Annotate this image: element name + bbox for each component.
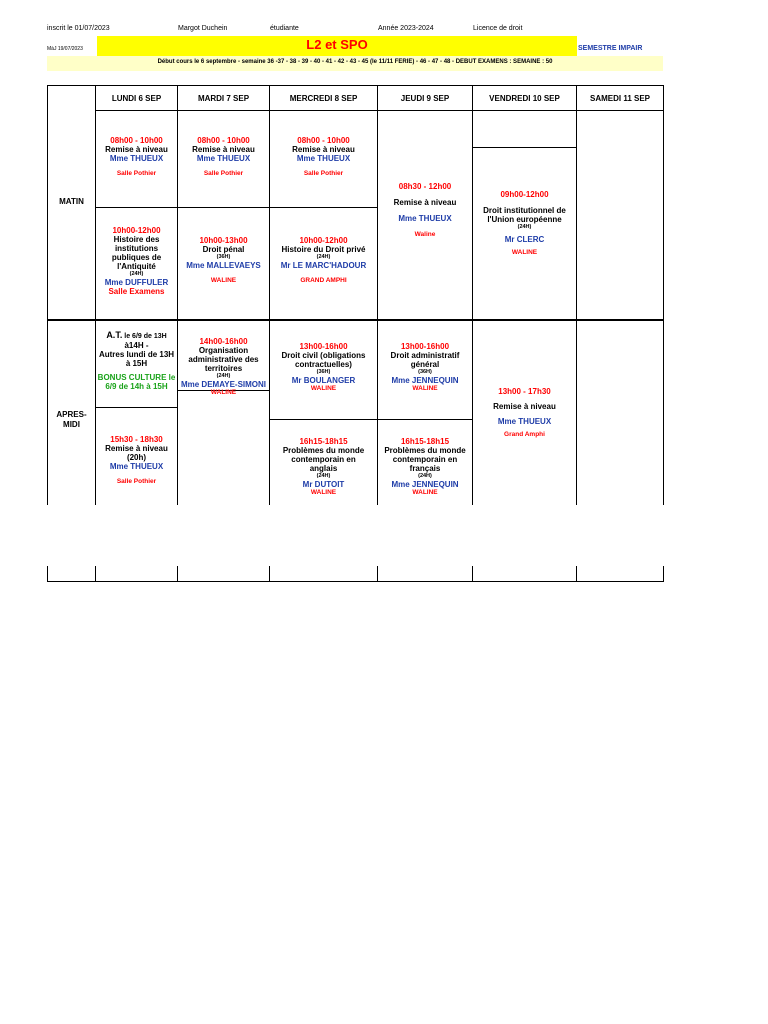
- course-cell: 16h15-18h15 Problèmes du monde contemporain en français (24H) Mme JENNEQUIN WALINE: [384, 437, 466, 496]
- page-title: L2 et SPO: [306, 37, 368, 52]
- course-cell: 13h00-16h00 Droit civil (obligations contractuelles) (36H) Mr BOULANGER WALINE: [281, 342, 366, 392]
- course-cell: 16h15-18h15 Problèmes du monde contemporain en anglais (24H) Mr DUTOIT WALINE: [282, 437, 365, 496]
- day-header-wednesday: MERCREDI 8 SEP: [289, 93, 358, 103]
- day-header-monday: LUNDI 6 SEP: [111, 93, 162, 103]
- course-cell: 14h00-16h00 Organisation administrative des territoires (24H) Mme DEMAYE-SIMONI WALINE: [180, 337, 267, 396]
- course-cell: 13h00-16h00 Droit administratif général (36H) Mme JENNEQUIN WALINE: [390, 342, 460, 392]
- day-header-saturday: SAMEDI 11 SEP: [589, 93, 651, 103]
- course-cell: A.T. le 6/9 de 13H à14H - Autres lundi de 13H à 15H BONUS CULTURE le 6/9 de 14h à 15H: [97, 330, 176, 391]
- student-status: étudiante: [270, 25, 299, 32]
- course-cell: 10h00-13h00 Droit pénal (36H) Mme MALLEVAEYS WALINE: [186, 236, 261, 284]
- row-label-apres-midi: APRES- MIDI: [56, 410, 87, 429]
- semester-label: SEMESTRE IMPAIR: [578, 45, 643, 52]
- schedule-info: Début cours le 6 septembre - semaine 36 -37 - 38 - 39 - 40 - 41 - 42 - 43 - 45 (le 11/11 FERIE) - 46 - 47 - 48 - DEBUT EXAMENS : SEMAINE : 50: [157, 59, 553, 65]
- course-cell: 10h00-12h00 Histoire des institutions publiques de l'Antiquité (24H) Mme DUFFULER Salle Examens: [104, 226, 169, 296]
- course-cell: 09h00-12h00 Droit institutionnel de l'Union européenne (24H) Mr CLERC WALINE: [483, 190, 566, 256]
- course-cell: 15h30 - 18h30 Remise à niveau (20h) Mme THUEUX Salle Pothier: [105, 435, 168, 485]
- program-name: Licence de droit: [473, 25, 523, 32]
- academic-year: Année 2023-2024: [378, 25, 434, 32]
- update-date: MàJ 19/07/2023: [47, 46, 83, 52]
- day-header-tuesday: MARDI 7 SEP: [197, 93, 250, 103]
- course-cell: 13h00 - 17h30 Remise à niveau Mme THUEUX Grand Amphi: [493, 387, 556, 438]
- student-name: Margot Duchein: [178, 25, 228, 32]
- day-header-thursday: JEUDI 9 SEP: [400, 93, 450, 103]
- course-cell: 10h00-12h00 Histoire du Droit privé (24H) Mr LE MARC'HADOUR GRAND AMPHI: [280, 236, 367, 284]
- course-cell: 08h00 - 10h00 Remise à niveau Mme THUEUX Salle Pothier: [192, 136, 255, 177]
- inscription-date: inscrit le 01/07/2023: [47, 25, 110, 32]
- row-label-matin: MATIN: [59, 197, 84, 206]
- course-cell: 08h00 - 10h00 Remise à niveau Mme THUEUX Salle Pothier: [105, 136, 168, 177]
- course-cell: 08h00 - 10h00 Remise à niveau Mme THUEUX Salle Pothier: [292, 136, 355, 177]
- day-header-friday: VENDREDI 10 SEP: [489, 93, 560, 103]
- course-cell: 08h30 - 12h00 Remise à niveau Mme THUEUX Waline: [393, 182, 457, 238]
